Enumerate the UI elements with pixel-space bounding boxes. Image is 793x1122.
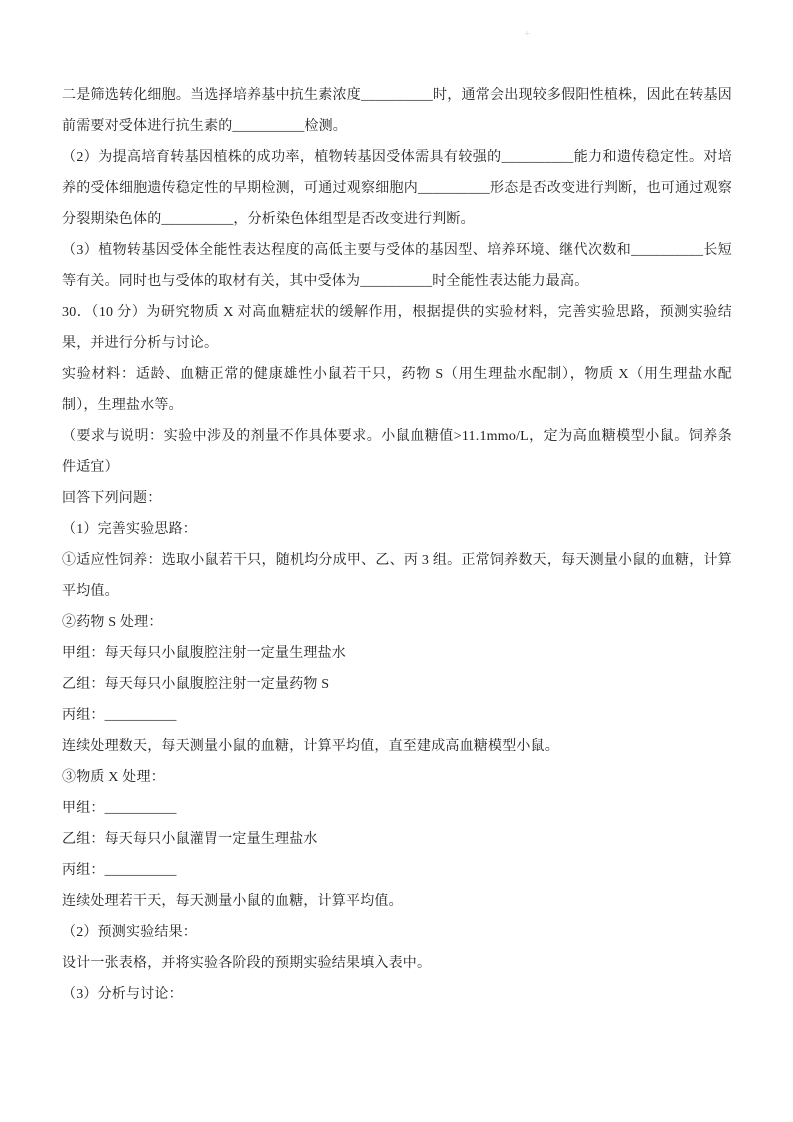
paragraph-q30-stem: 30．（10 分）为研究物质 X 对高血糖症状的缓解作用，根据提供的实验材料，完善实验思路，预测实验结果，并进行分析与讨论。 [62,305,732,351]
paragraph-q30-step2-group-bing: 丙组：__________ [62,708,177,723]
paragraph-q29-item2: （2）为提高培育转基因植株的成功率，植物转基因受体需具有较强的__________能力和遗传稳定性。对培养的受体细胞遗传稳定性的早期检测，可通过观察细胞内__________形态是否改变进行判断，也可通过观察分裂期染色体的__________，分析染色体组型是否改变进行判断。 [62,150,732,227]
document-body [62,80,732,1010]
paragraph-q30-step2-continue: 连续处理数天，每天测量小鼠的血糖，计算平均值，直至建成高血糖模型小鼠。 [62,739,559,754]
paragraph-q30-part2-header: （2）预测实验结果： [62,925,197,940]
paragraph-q29-item3: （3）植物转基因受体全能性表达程度的高低主要与受体的基因型、培养环境、继代次数和__________长短等有关。同时也与受体的取材有关，其中受体为__________时全能性表达能力最高。 [62,243,732,289]
paragraph-q29-screening: 二是筛选转化细胞。当选择培养基中抗生素浓度__________时，通常会出现较多假阳性植株，因此在转基因前需要对受体进行抗生素的__________检测。 [62,88,732,134]
paragraph-q30-step3-continue: 连续处理若干天，每天测量小鼠的血糖，计算平均值。 [62,894,403,909]
paragraph-q30-step2-group-jia: 甲组：每天每只小鼠腹腔注射一定量生理盐水 [62,646,346,661]
smudge-mark: + [524,28,531,40]
paragraph-q30-part2-desc: 设计一张表格，并将实验各阶段的预期实验结果填入表中。 [62,956,432,971]
paragraph-q30-step3-group-bing: 丙组：__________ [62,863,177,878]
paragraph-q30-step3-header: ③物质 X 处理： [62,770,165,785]
paragraph-q30-step2-group-yi: 乙组：每天每只小鼠腹腔注射一定量药物 S [62,677,330,692]
paragraph-q30-step1: ①适应性饲养：选取小鼠若干只，随机均分成甲、乙、丙 3 组。正常饲养数天，每天测量小鼠的血糖，计算平均值。 [62,553,732,599]
paragraph-q30-step2-header: ②药物 S 处理： [62,615,163,630]
paragraph-q30-part1-header: （1）完善实验思路： [62,522,197,537]
paragraph-q30-requirements: （要求与说明：实验中涉及的剂量不作具体要求。小鼠血糖值>11.1mmo/L，定为高血糖模型小鼠。饲养条件适宜） [62,429,732,475]
paragraph-q30-answer-prompt: 回答下列问题： [62,491,162,506]
paragraph-q30-step3-group-jia: 甲组：__________ [62,801,177,816]
paragraph-q30-part3-header: （3）分析与讨论： [62,987,183,1002]
paragraph-q30-materials: 实验材料：适龄、血糖正常的健康雄性小鼠若干只，药物 S（用生理盐水配制），物质 X（用生理盐水配制），生理盐水等。 [62,367,732,413]
paragraph-q30-step3-group-yi: 乙组：每天每只小鼠灌胃一定量生理盐水 [62,832,318,847]
